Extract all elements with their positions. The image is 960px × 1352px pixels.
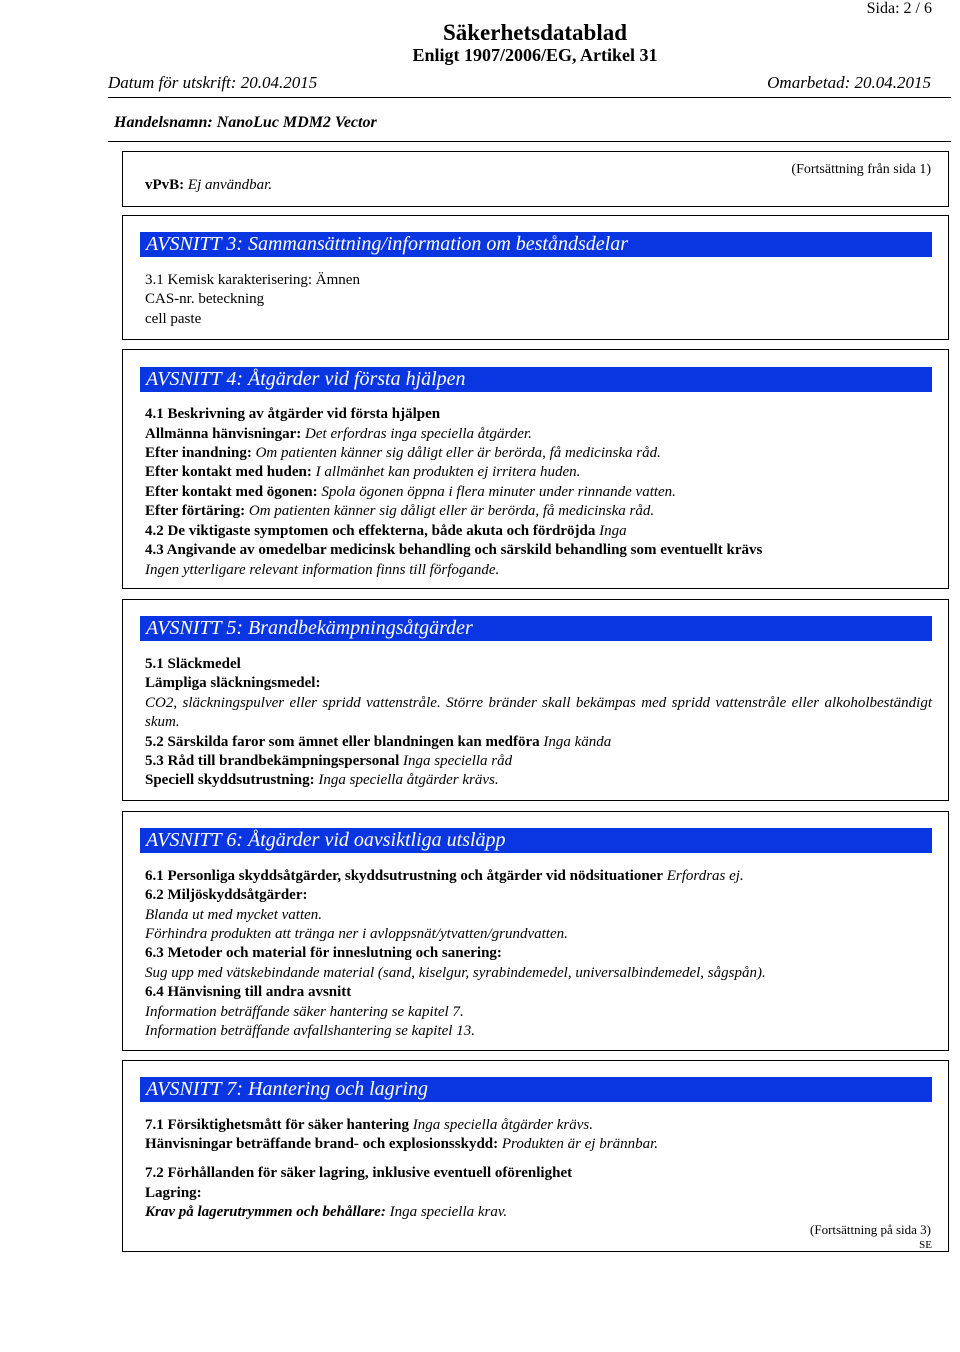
- section-4-title: AVSNITT 4: Åtgärder vid första hjälpen: [140, 367, 932, 392]
- s7-fire-explosion: Hänvisningar beträffande brand- och explosionsskydd: Produkten är ej brännbar.: [145, 1136, 658, 1152]
- document-subtitle: Enligt 1907/2006/EG, Artikel 31: [412, 45, 658, 65]
- document-title: Säkerhetsdatablad: [442, 20, 628, 45]
- s4-ingestion: Efter förtäring: Om patienten känner sig dåligt eller är berörda, få medicinska råd.: [145, 503, 655, 519]
- s7-storage-heading: 7.2 Förhållanden för säker lagring, inklusive eventuell oförenlighet: [145, 1165, 573, 1181]
- s5-hazards: 5.2 Särskilda faror som ämnet eller blandningen kan medföra Inga kända: [145, 734, 612, 750]
- s3-chemical-char: 3.1 Kemisk karakterisering: Ämnen: [145, 272, 360, 288]
- print-date: Datum för utskrift: 20.04.2015: [108, 73, 318, 92]
- s4-first-aid-heading: 4.1 Beskrivning av åtgärder vid första hjälpen: [145, 406, 441, 422]
- s4-general: Allmänna hänvisningar: Det erfordras inga speciella åtgärder.: [145, 426, 532, 442]
- s5-suitable-value: CO2, släckningspulver eller spridd vattenstråle. Större bränder skall bekämpas med spridd vattenstråle eller alkoholbeständigt skum.: [145, 695, 932, 730]
- vpvb-value: Ej användbar.: [184, 177, 273, 193]
- continued-from: (Fortsättning från sida 1): [791, 162, 931, 177]
- s6-dilute: Blanda ut med mycket vatten.: [145, 907, 323, 923]
- s5-advice: 5.3 Råd till brandbekämpningspersonal Inga speciella råd: [145, 753, 513, 769]
- s6-reference-heading: 6.4 Hänvisning till andra avsnitt: [145, 984, 352, 1000]
- s7-storage-requirements: Krav på lagerutrymmen och behållare: Inga speciella krav.: [145, 1204, 508, 1220]
- s6-absorb: Sug upp med vätskebindande material (sand, kiselgur, syrabindemedel, universalbindemedel, sågspån).: [145, 965, 766, 981]
- s6-personal-precautions: 6.1 Personliga skyddsåtgärder, skyddsutrustning och åtgärder vid nödsituationer Erfordras ej.: [145, 868, 744, 884]
- s4-eyes: Efter kontakt med ögonen: Spola ögonen öppna i flera minuter under rinnande vatten.: [145, 484, 676, 500]
- vpvb-line: [145, 176, 272, 195]
- language-code: SE: [919, 1239, 932, 1251]
- vpvb-label: vPvB:: [145, 177, 185, 193]
- s4-inhalation: Efter inandning: Om patienten känner sig dåligt eller är berörda, få medicinska råd.: [145, 445, 661, 461]
- revised-date: Omarbetad: 20.04.2015: [767, 73, 931, 92]
- s4-skin: Efter kontakt med huden: I allmänhet kan produkten ej irritera huden.: [145, 464, 581, 480]
- trade-name: Handelsnamn: NanoLuc MDM2 Vector: [114, 114, 377, 131]
- s6-environment-heading: 6.2 Miljöskyddsåtgärder:: [145, 887, 308, 903]
- s7-safe-handling: 7.1 Försiktighetsmått för säker hantering Inga speciella åtgärder krävs.: [145, 1117, 594, 1133]
- s6-prevent: Förhindra produkten att tränga ner i avloppsnät/ytvatten/grundvatten.: [145, 926, 568, 942]
- section-5-title: AVSNITT 5: Brandbekämpningsåtgärder: [140, 616, 932, 641]
- s6-ref-handling: Information beträffande säker hantering se kapitel 7.: [145, 1004, 464, 1020]
- header-rule-bottom: [108, 141, 951, 142]
- s3-cas-header: CAS-nr. beteckning: [145, 291, 265, 307]
- s5-extinguishing: 5.1 Släckmedel: [145, 656, 241, 672]
- s4-symptoms: 4.2 De viktigaste symptomen och effekterna, både akuta och fördröjda Inga: [145, 523, 627, 539]
- section-3-title: AVSNITT 3: Sammansättning/information om beståndsdelar: [140, 232, 932, 257]
- s4-treatment-heading: 4.3 Angivande av omedelbar medicinsk behandling och särskild behandling som eventuellt krävs: [145, 542, 763, 558]
- header-rule-top: [108, 97, 951, 98]
- s4-no-info: Ingen ytterligare relevant information finns till förfogande.: [145, 562, 500, 578]
- section-6-title: AVSNITT 6: Åtgärder vid oavsiktliga utsläpp: [140, 828, 932, 853]
- section-7-title: AVSNITT 7: Hantering och lagring: [140, 1077, 932, 1102]
- s5-protective-equipment: Speciell skyddsutrustning: Inga speciella åtgärder krävs.: [145, 772, 499, 788]
- s6-methods-heading: 6.3 Metoder och material för inneslutning och sanering:: [145, 945, 502, 961]
- s6-ref-disposal: Information beträffande avfallshantering se kapitel 13.: [145, 1023, 475, 1039]
- page-number: Sida: 2 / 6: [866, 0, 932, 17]
- s5-suitable-label: Lämpliga släckningsmedel:: [145, 675, 321, 691]
- s3-cell-paste: cell paste: [145, 311, 202, 327]
- s7-storage-label: Lagring:: [145, 1185, 202, 1201]
- continued-on: (Fortsättning på sida 3): [810, 1222, 931, 1237]
